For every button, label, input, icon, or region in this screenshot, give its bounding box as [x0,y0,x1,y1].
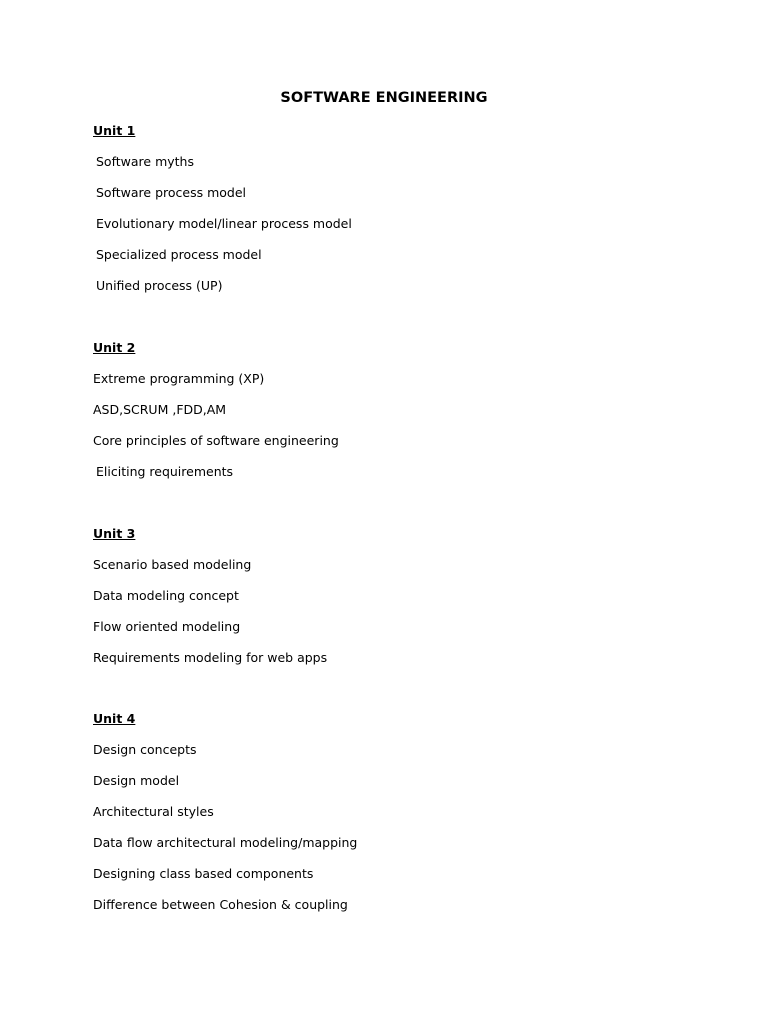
unit-heading: Unit 4 [93,711,136,726]
list-item: Specialized process model [96,247,262,262]
list-item: Design model [93,773,180,788]
unit-2-section [93,339,693,494]
list-item: ASD,SCRUM ,FDD,AM [93,402,227,417]
list-item: Architectural styles [93,804,214,819]
unit-4-section [93,710,693,927]
unit-heading: Unit 2 [93,340,136,355]
list-item: Designing class based components [93,866,314,881]
list-item: Data flow architectural modeling/mapping [93,835,358,850]
unit-heading: Unit 1 [93,123,136,138]
list-item: Software process model [96,185,247,200]
unit-3-section [93,525,693,680]
list-item: Difference between Cohesion & coupling [93,897,348,912]
list-item: Requirements modeling for web apps [93,650,328,665]
list-item: Flow oriented modeling [93,619,241,634]
list-item: Eliciting requirements [96,464,234,479]
unit-heading: Unit 3 [93,526,136,541]
list-item: Design concepts [93,742,197,757]
list-item: Scenario based modeling [93,557,252,572]
topic-list [93,370,693,494]
unit-1-section [93,122,693,308]
list-item: Evolutionary model/linear process model [96,216,352,231]
list-item: Core principles of software engineering [93,433,339,448]
list-item: Unified process (UP) [96,278,223,293]
list-item: Data modeling concept [93,588,239,603]
list-item: Extreme programming (XP) [93,371,265,386]
topic-list [93,556,693,680]
topic-list [93,741,693,927]
list-item: Software myths [96,154,194,169]
topic-list [93,153,693,308]
page-title: SOFTWARE ENGINEERING [280,90,488,106]
